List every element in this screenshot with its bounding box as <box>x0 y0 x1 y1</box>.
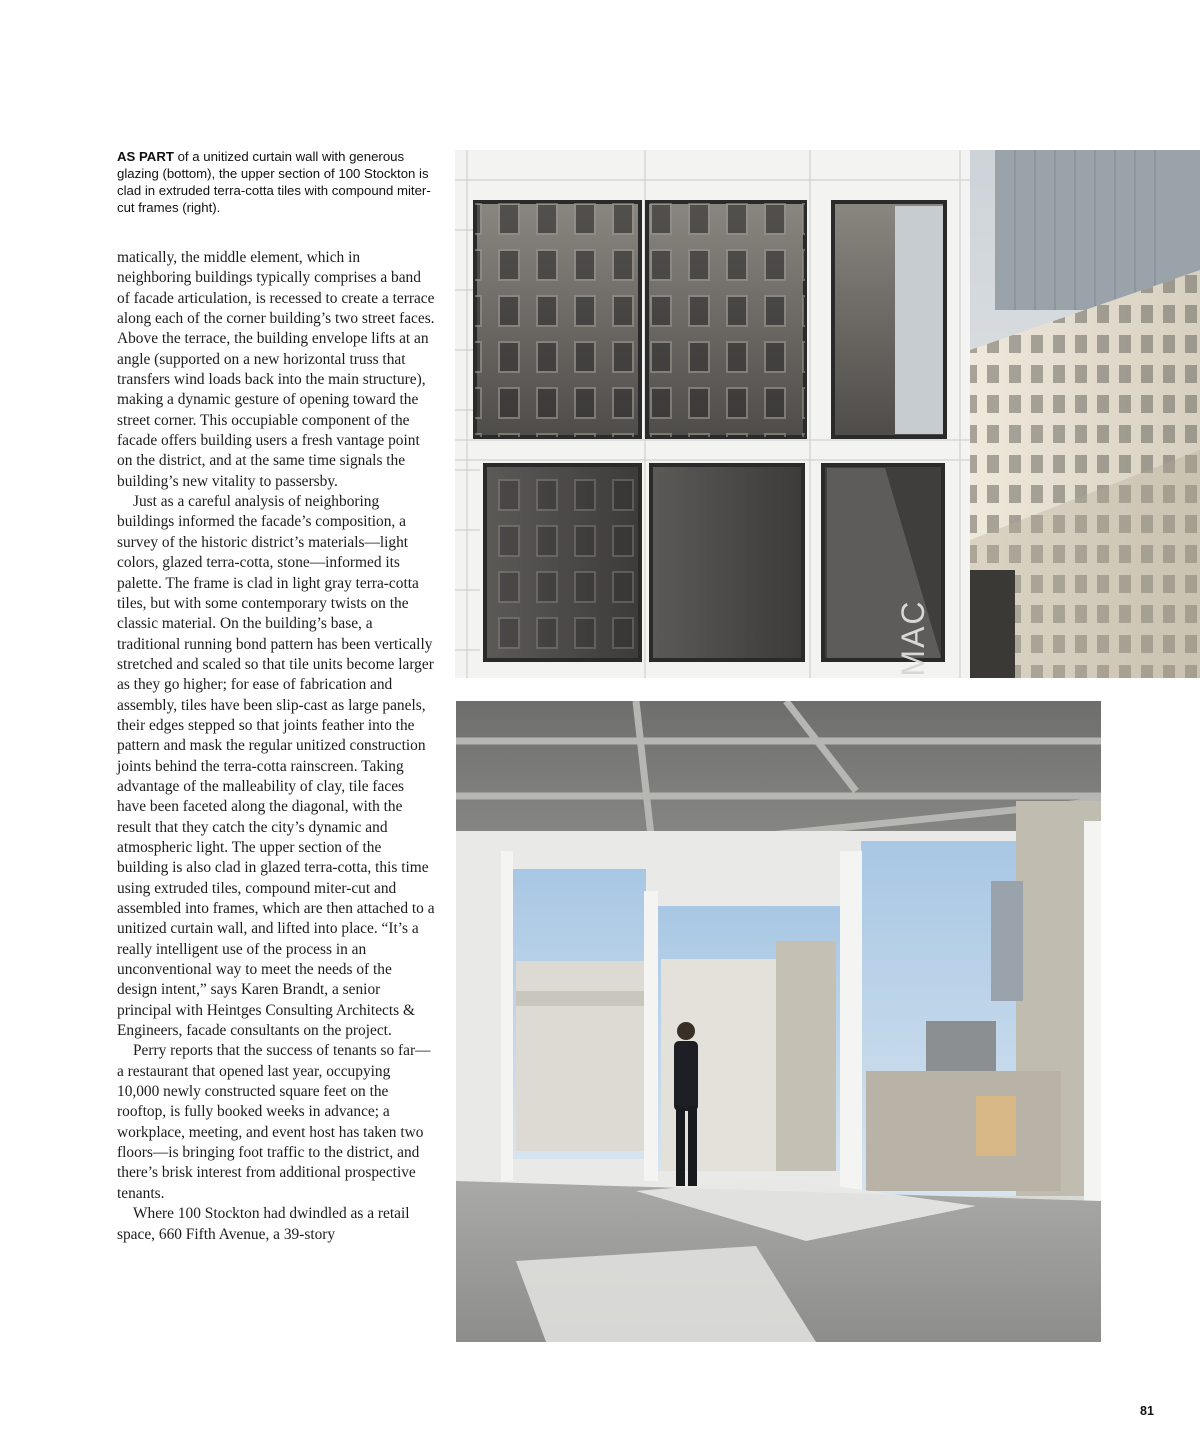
facade-photo <box>455 150 1200 678</box>
article-body <box>117 248 435 1245</box>
article-paragraph: Where 100 Stockton had dwindled as a retail space, 660 Fifth Avenue, a 39-story <box>117 1205 410 1243</box>
page-number: 81 <box>1140 1404 1154 1418</box>
photo-caption <box>117 148 437 216</box>
caption-lead: AS PART <box>117 149 174 164</box>
caption-text: of a unitized curtain wall with generous glazing (bottom), the upper section of 100 Stockton is clad in extruded terra-cotta tiles with compound miter-cut frames (right). <box>117 149 431 215</box>
article-paragraph: Perry reports that the success of tenants so far—a restaurant that opened last year, occupying 10,000 newly constructed square feet on the rooftop, is fully booked weeks in advance; a workplace, meeting, and event host has taken two floors—is bringing foot traffic to the district, and there’s brisk interest from additional prospective tenants. <box>117 1042 431 1202</box>
window-lettering: MAC <box>895 599 931 677</box>
article-paragraph: Just as a careful analysis of neighboring buildings informed the facade’s composition, a survey of the historic district’s materials—light colors, glazed terra-cotta, stone—informed its palette. The frame is clad in light gray terra-cotta tiles, but with some contemporary twists on the classic material. On the building’s base, a traditional running bond pattern has been vertically stretched and scaled so that tile units become larger as they go higher; for ease of fabrication and assembly, tiles have been slip-cast as large panels, their edges stepped so that joints feather into the pattern and mask the regular unitized construction joints behind the terra-cotta rainscreen. Taking advantage of the malleability of clay, tile faces have been faceted along the diagonal, with the result that they catch the city’s dynamic and atmospheric light. The upper section of the building is also clad in glazed terra-cotta, this time using extruded tiles, compound miter-cut and assembled into frames, which are then attached to a unitized curtain wall, and lifted into place. “It’s a really intelligent use of the process in an unconventional way to meet the needs of the design intent,” says Karen Brandt, a senior principal with Heintges Consulting Architects & Engineers, facade consultants on the project. <box>117 493 435 1040</box>
article-paragraph: matically, the middle element, which in neighboring buildings typically comprises a band of facade articulation, is recessed to create a terrace along each of the corner building’s two street faces. Above the terrace, the building envelope lifts at an angle (supported on a new horizontal truss that transfers wind loads back into the main structure), making a dynamic gesture of opening toward the street corner. This occupiable component of the facade offers building users a fresh vantage point on the district, and at the same time signals the building’s new vitality to passersby. <box>117 249 435 490</box>
interior-photo <box>456 701 1101 1342</box>
